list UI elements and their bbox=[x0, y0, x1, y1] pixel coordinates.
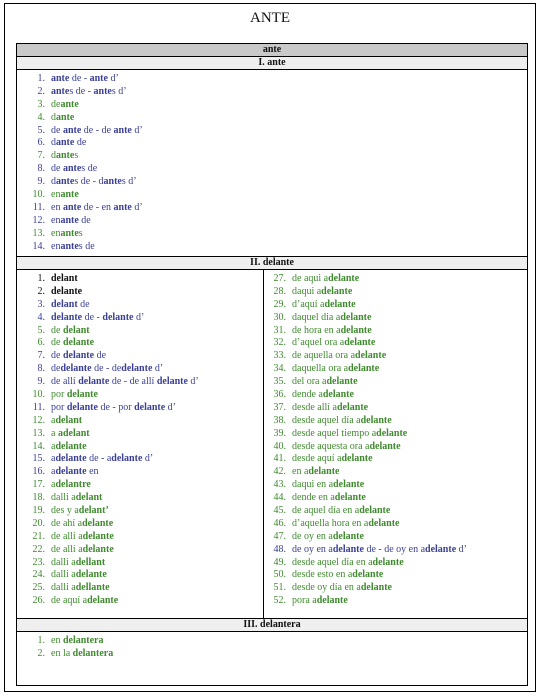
item-number: 14. bbox=[32, 440, 45, 452]
list-item bbox=[23, 176, 527, 189]
list-item bbox=[264, 479, 529, 492]
document-page bbox=[4, 3, 536, 692]
item-number: 38. bbox=[273, 414, 286, 426]
delante-list-right bbox=[264, 273, 529, 608]
item-text: dalli adelant bbox=[51, 492, 103, 504]
item-number: 32. bbox=[273, 337, 286, 349]
item-text: desde aquel día en adelante bbox=[292, 556, 404, 568]
list-item bbox=[23, 389, 263, 402]
list-item bbox=[23, 441, 263, 454]
list-item bbox=[23, 479, 263, 492]
page-title: ANTE bbox=[250, 10, 290, 26]
item-text: enantes bbox=[51, 227, 83, 239]
item-text: dende en adelante bbox=[292, 492, 366, 504]
item-text: d’aquí adelante bbox=[292, 298, 356, 310]
item-text: de aqui adelante bbox=[292, 273, 360, 284]
list-item bbox=[264, 453, 529, 466]
item-number: 39. bbox=[273, 427, 286, 439]
item-text: daquel dia adelante bbox=[292, 311, 372, 323]
item-text: d’aquel ora adelante bbox=[292, 337, 376, 349]
item-text: ante de - ante d’ bbox=[51, 73, 119, 84]
item-text: a adelant bbox=[51, 427, 90, 439]
item-text: dante bbox=[51, 111, 75, 123]
list-item bbox=[23, 337, 263, 350]
item-number: 33. bbox=[273, 350, 286, 362]
item-text: dante de bbox=[51, 137, 87, 149]
item-number: 8. bbox=[37, 363, 45, 375]
item-text: desde aquel tiempo adelante bbox=[292, 427, 408, 439]
list-item bbox=[264, 492, 529, 505]
list-item bbox=[23, 189, 527, 202]
item-text: daqui adelante bbox=[292, 285, 353, 297]
item-number: 9. bbox=[37, 376, 45, 388]
list-item bbox=[23, 325, 263, 338]
list-item bbox=[23, 557, 263, 570]
list-item bbox=[23, 163, 527, 176]
item-number: 45. bbox=[273, 505, 286, 517]
item-number: 7. bbox=[37, 150, 45, 162]
item-number: 37. bbox=[273, 401, 286, 413]
list-item bbox=[23, 73, 527, 86]
table-header: ante bbox=[17, 44, 527, 57]
list-item bbox=[23, 453, 263, 466]
list-item bbox=[23, 273, 263, 286]
item-text: de aquella ora adelante bbox=[292, 350, 387, 362]
item-number: 3. bbox=[37, 298, 45, 310]
item-text: de ahí adelante bbox=[51, 517, 114, 529]
item-number: 20. bbox=[32, 517, 45, 529]
item-text: en ante de - en ante d’ bbox=[51, 201, 143, 213]
item-number: 10. bbox=[32, 189, 45, 201]
list-item bbox=[264, 325, 529, 338]
item-text: desde aquel día adelante bbox=[292, 414, 392, 426]
item-text: de antes de bbox=[51, 163, 98, 175]
item-number: 11. bbox=[32, 401, 45, 413]
list-item bbox=[23, 544, 263, 557]
item-number: 12. bbox=[32, 414, 45, 426]
item-text: dantes de - dantes d’ bbox=[51, 176, 137, 188]
item-number: 50. bbox=[273, 569, 286, 581]
list-item bbox=[23, 350, 263, 363]
item-text: adelant bbox=[51, 414, 83, 426]
item-text: de delant bbox=[51, 324, 90, 336]
list-item bbox=[264, 518, 529, 531]
item-number: 7. bbox=[37, 350, 45, 362]
item-number: 34. bbox=[273, 363, 286, 375]
list-item bbox=[23, 595, 263, 608]
item-number: 42. bbox=[273, 466, 286, 478]
item-text: de allí delante de - de allí delante d’ bbox=[51, 376, 199, 388]
item-number: 48. bbox=[273, 543, 286, 555]
section-heading-ante: I. ante bbox=[17, 57, 527, 70]
list-item bbox=[264, 363, 529, 376]
list-item bbox=[264, 376, 529, 389]
item-text: d’aquella hora en adelante bbox=[292, 517, 400, 529]
list-item bbox=[264, 428, 529, 441]
item-number: 51. bbox=[273, 582, 286, 594]
item-text: de alli adelante bbox=[51, 530, 114, 542]
item-text: en delantera bbox=[51, 635, 104, 646]
item-text: por delante bbox=[51, 389, 98, 401]
item-number: 22. bbox=[32, 543, 45, 555]
list-item bbox=[23, 582, 263, 595]
item-number: 13. bbox=[32, 427, 45, 439]
item-number: 2. bbox=[37, 85, 45, 97]
item-number: 2. bbox=[37, 285, 45, 297]
item-number: 4. bbox=[37, 311, 45, 323]
list-item bbox=[23, 99, 527, 112]
item-text: delante bbox=[51, 285, 83, 297]
item-text: adelante bbox=[51, 440, 87, 452]
item-text: adelantre bbox=[51, 479, 91, 491]
list-item bbox=[264, 557, 529, 570]
item-text: deante bbox=[51, 98, 79, 110]
item-text: desde aquí adelante bbox=[292, 453, 373, 465]
item-text: adelante de - adelante d’ bbox=[51, 453, 154, 465]
list-item bbox=[23, 215, 527, 228]
item-text: de hora en adelante bbox=[292, 324, 372, 336]
item-number: 6. bbox=[37, 337, 45, 349]
item-number: 14. bbox=[32, 240, 45, 252]
list-item bbox=[264, 441, 529, 454]
item-text: daquella ora adelante bbox=[292, 363, 380, 375]
item-number: 1. bbox=[37, 73, 45, 84]
list-item bbox=[23, 531, 263, 544]
item-number: 36. bbox=[273, 389, 286, 401]
item-number: 25. bbox=[32, 582, 45, 594]
list-item bbox=[264, 466, 529, 479]
item-text: por delante de - por delante d’ bbox=[51, 401, 177, 413]
item-text: del ora adelante bbox=[292, 376, 358, 388]
list-item bbox=[264, 299, 529, 312]
item-text: de ante de - de ante d’ bbox=[51, 124, 143, 136]
list-item bbox=[23, 86, 527, 99]
list-item bbox=[264, 505, 529, 518]
list-item bbox=[264, 286, 529, 299]
item-text: daqui en adelante bbox=[292, 479, 365, 491]
item-number: 1. bbox=[37, 273, 45, 284]
item-text: dende adelante bbox=[292, 389, 354, 401]
item-text: de delante bbox=[51, 337, 95, 349]
item-text: desde oy día en adelante bbox=[292, 582, 392, 594]
item-number: 10. bbox=[32, 389, 45, 401]
item-text: desde esto en adelante bbox=[292, 569, 384, 581]
ante-list bbox=[17, 70, 527, 253]
item-number: 1. bbox=[37, 635, 45, 646]
item-number: 24. bbox=[32, 569, 45, 581]
list-item bbox=[23, 150, 527, 163]
list-item bbox=[264, 582, 529, 595]
item-number: 29. bbox=[273, 298, 286, 310]
item-text: en adelante bbox=[292, 466, 340, 478]
list-item bbox=[23, 137, 527, 150]
list-item bbox=[23, 376, 263, 389]
list-item bbox=[23, 505, 263, 518]
list-item bbox=[264, 595, 529, 608]
list-item bbox=[264, 337, 529, 350]
list-item bbox=[264, 415, 529, 428]
list-item bbox=[23, 286, 263, 299]
list-item bbox=[23, 363, 263, 376]
item-text: de aquí adelante bbox=[51, 595, 119, 607]
list-item bbox=[23, 125, 527, 138]
item-text: desde aquesta ora adelante bbox=[292, 440, 401, 452]
item-text: de oy en adelante bbox=[292, 530, 364, 542]
item-number: 27. bbox=[273, 273, 286, 284]
item-text: en la delantera bbox=[51, 647, 114, 659]
item-number: 46. bbox=[273, 517, 286, 529]
list-item bbox=[264, 389, 529, 402]
item-number: 17. bbox=[32, 479, 45, 491]
item-number: 15. bbox=[32, 453, 45, 465]
item-number: 41. bbox=[273, 453, 286, 465]
section-delantera-list bbox=[17, 632, 527, 661]
item-number: 18. bbox=[32, 492, 45, 504]
list-item bbox=[23, 635, 527, 648]
item-text: dalli adellant bbox=[51, 556, 106, 568]
item-text: enante bbox=[51, 189, 79, 201]
item-number: 12. bbox=[32, 214, 45, 226]
list-item bbox=[23, 466, 263, 479]
section-heading-delante: II. delante bbox=[17, 257, 527, 270]
item-number: 49. bbox=[273, 556, 286, 568]
list-item bbox=[23, 569, 263, 582]
item-number: 4. bbox=[37, 111, 45, 123]
item-text: delant de bbox=[51, 298, 90, 310]
item-number: 16. bbox=[32, 466, 45, 478]
list-item bbox=[264, 531, 529, 544]
item-number: 40. bbox=[273, 440, 286, 452]
item-text: de aquel día en adelante bbox=[292, 505, 391, 517]
list-item bbox=[23, 112, 527, 125]
item-text: desde allí adelante bbox=[292, 401, 369, 413]
list-item bbox=[264, 569, 529, 582]
list-item bbox=[23, 518, 263, 531]
item-number: 26. bbox=[32, 595, 45, 607]
item-number: 31. bbox=[273, 324, 286, 336]
item-text: de oy en adelante de - de oy en adelante d’ bbox=[292, 543, 467, 555]
item-number: 52. bbox=[273, 595, 286, 607]
list-item bbox=[264, 312, 529, 325]
item-text: de delante de bbox=[51, 350, 107, 362]
item-number: 19. bbox=[32, 505, 45, 517]
item-text: delante de - delante d’ bbox=[51, 311, 145, 323]
item-number: 30. bbox=[273, 311, 286, 323]
item-number: 11. bbox=[32, 201, 45, 213]
item-text: dedelante de - dedelante d’ bbox=[51, 363, 164, 375]
item-number: 5. bbox=[37, 124, 45, 136]
item-number: 2. bbox=[37, 647, 45, 659]
list-item bbox=[23, 241, 527, 254]
list-item bbox=[23, 299, 263, 312]
item-number: 44. bbox=[273, 492, 286, 504]
list-item bbox=[23, 312, 263, 325]
item-number: 23. bbox=[32, 556, 45, 568]
section-delante-list bbox=[17, 270, 527, 619]
item-number: 35. bbox=[273, 376, 286, 388]
item-text: delant bbox=[51, 273, 78, 284]
item-text: dalli adelante bbox=[51, 569, 107, 581]
list-item bbox=[23, 202, 527, 215]
item-text: enante de bbox=[51, 214, 91, 226]
item-number: 47. bbox=[273, 530, 286, 542]
item-number: 5. bbox=[37, 324, 45, 336]
list-item bbox=[23, 415, 263, 428]
section-ante-list bbox=[17, 70, 527, 257]
item-number: 6. bbox=[37, 137, 45, 149]
list-item bbox=[264, 350, 529, 363]
list-item bbox=[264, 544, 529, 557]
item-number: 21. bbox=[32, 530, 45, 542]
item-number: 43. bbox=[273, 479, 286, 491]
item-text: pora adelante bbox=[292, 595, 348, 607]
item-number: 8. bbox=[37, 163, 45, 175]
item-text: antes de - antes d’ bbox=[51, 85, 127, 97]
list-item bbox=[23, 228, 527, 241]
list-item bbox=[23, 648, 527, 661]
item-number: 28. bbox=[273, 285, 286, 297]
list-item bbox=[23, 492, 263, 505]
ante-table bbox=[16, 43, 528, 686]
item-text: dantes bbox=[51, 150, 79, 162]
item-text: enantes de bbox=[51, 240, 95, 252]
delante-list-left bbox=[17, 273, 263, 608]
item-number: 3. bbox=[37, 98, 45, 110]
section-heading-delantera: III. delantera bbox=[17, 619, 527, 632]
item-text: des y adelant’ bbox=[51, 505, 109, 517]
list-item bbox=[23, 428, 263, 441]
list-item bbox=[264, 273, 529, 286]
item-text: dalli adellante bbox=[51, 582, 110, 594]
list-item bbox=[23, 402, 263, 415]
item-text: de allí adelante bbox=[51, 543, 114, 555]
list-item bbox=[264, 402, 529, 415]
item-number: 9. bbox=[37, 176, 45, 188]
item-number: 13. bbox=[32, 227, 45, 239]
item-text: adelante en bbox=[51, 466, 99, 478]
delantera-list bbox=[17, 632, 527, 661]
